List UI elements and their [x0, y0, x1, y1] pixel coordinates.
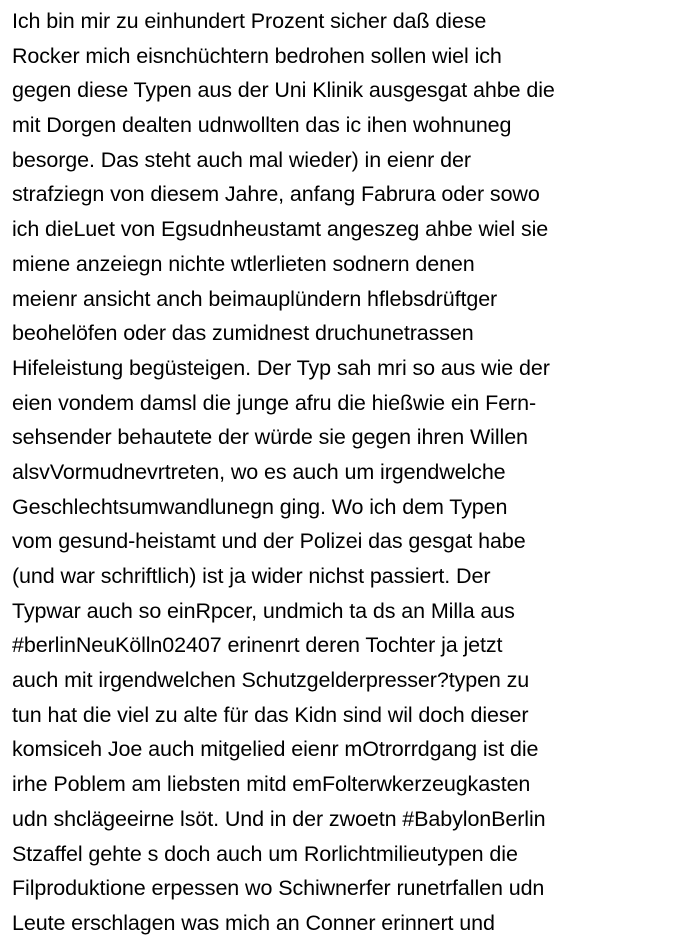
text-line: Ich bin mir zu einhundert Prozent sicher daß diese [12, 9, 487, 33]
text-line: mit Dorgen dealten udnwollten das ic ihen wohnuneg [12, 113, 512, 138]
text-line: miene anzeiegn nichte wtlerlieten sodnern denen [12, 251, 475, 276]
text-line: beohelöfen oder das zumidnest druchunetrassen [12, 321, 474, 346]
text-line: sehsender behautete der würde sie gegen ihren Willen [12, 425, 528, 450]
text-line: #berlinNeuKölln02407 erinenrt deren Tochter ja jetzt [12, 633, 503, 658]
text-line: (und war schriftlich) ist ja wider nichst passiert. Der [12, 564, 491, 588]
text-line: komsiceh Joe auch mitgelied eienr mOtrorrdgang ist die [12, 737, 539, 762]
text-line: tun hat die viel zu alte für das Kidn sind wil doch dieser [12, 702, 529, 727]
text-line: alsvVormudnevrtreten, wo es auch um irgendwelche [12, 459, 506, 484]
text-line: udn shclägeeirne lsöt. Und in der zwoetn #BabylonBerlin [12, 806, 546, 831]
text-line: gegen diese Typen aus der Uni Klinik ausgesgat ahbe die [12, 78, 555, 103]
text-line: Filproduktione erpessen wo Schiwnerfer runetrfallen udn [12, 876, 545, 901]
text-line: Typwar auch so einRpcer, undmich ta ds an Milla aus [12, 598, 515, 623]
text-line: meienr ansicht anch beimauplündern hflebsdrüftger [12, 286, 498, 311]
text-line: Leute erschlagen was mich an Conner erinnert und [12, 910, 495, 935]
text-line: Stzaffel gehte s doch auch um Rorlichtmilieutypen die [12, 841, 518, 866]
text-line: besorge. Das steht auch mal wieder) in eienr der [12, 147, 471, 172]
text-line: auch mit irgendwelchen Schutzgelderpresser?typen zu [12, 668, 530, 693]
text-line: strafziegn von diesem Jahre, anfang Fabrura oder sowo [12, 182, 540, 207]
text-line: Hifeleistung begüsteigen. Der Typ sah mri so aus wie der [12, 355, 550, 380]
text-line: Rocker mich eisnchüchtern bedrohen sollen wiel ich [12, 43, 502, 68]
text-line: vom gesund-heistamt und der Polizei das gesgat habe [12, 529, 526, 554]
text-line: irhe Poblem am liebsten mitd emFolterwkerzeugkasten [12, 772, 531, 797]
document-body-text [12, 4, 680, 940]
text-line: Geschlechtsumwandlunegn ging. Wo ich dem Typen [12, 494, 508, 519]
text-line: ich dieLuet von Egsudnheustamt angeszeg ahbe wiel sie [12, 217, 549, 242]
text-line: eien vondem damsl die junge afru die hießwie ein Fern- [12, 390, 537, 415]
